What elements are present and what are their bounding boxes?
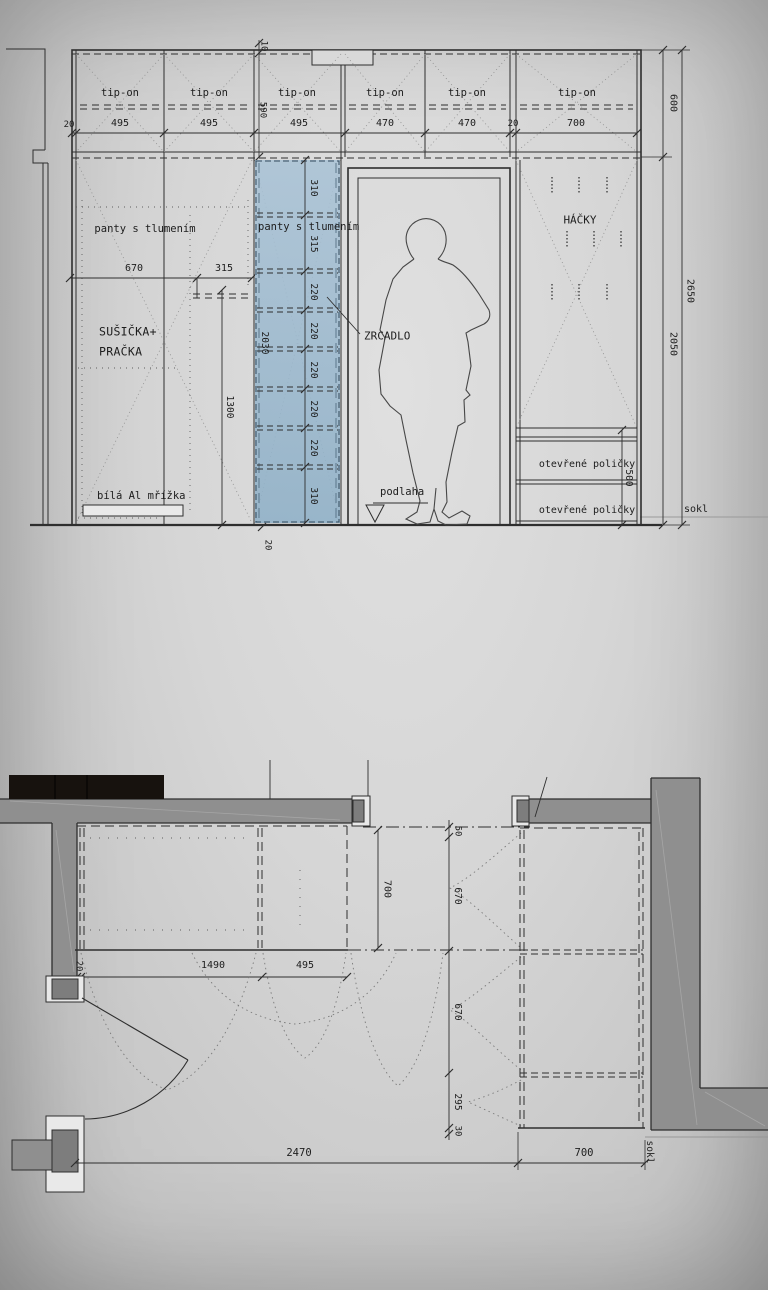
plan-dim-670-2: 670 <box>451 1003 463 1021</box>
dim-2030: 2030 <box>258 331 270 355</box>
plan-wall-right-arm <box>700 1088 768 1130</box>
plan-dim-30: 30 <box>452 1125 463 1137</box>
grille-label: bílá Al mřížka <box>97 489 186 502</box>
dim-495-2: 495 <box>199 118 219 130</box>
grille <box>83 505 183 516</box>
tip-on-label-6: tip-on <box>558 86 596 99</box>
dim-670: 670 <box>124 263 144 275</box>
dim-470-2: 470 <box>457 118 477 130</box>
tip-on-label-1: tip-on <box>101 86 139 99</box>
dim-20-bottom: 20 <box>262 539 273 551</box>
door-frame-outer <box>348 168 510 525</box>
tip-on-label-4: tip-on <box>366 86 404 99</box>
cabinet-frame <box>72 50 641 525</box>
tip-on-label-2: tip-on <box>190 86 228 99</box>
dim-495-3: 495 <box>289 118 309 130</box>
dim-10-gap: 10 <box>258 40 269 52</box>
seg-220-2: 220 <box>307 322 319 340</box>
seg-310-top: 310 <box>307 179 319 197</box>
hook-marks <box>552 177 621 300</box>
tip-on-label-5: tip-on <box>448 86 486 99</box>
seg-310-bottom: 310 <box>307 487 319 505</box>
plan-dim-700-left: 700 <box>381 879 393 899</box>
dim-700-top: 700 <box>566 118 586 130</box>
dim-1300: 1300 <box>223 395 235 419</box>
plan-dim-20: 20 <box>73 960 84 972</box>
plan-dim-700-bottom: 700 <box>574 1146 594 1159</box>
dim-495-1: 495 <box>110 118 130 130</box>
dim-500: 500 <box>622 469 634 487</box>
dim-315: 315 <box>214 263 234 275</box>
dim-20-mid: 20 <box>507 118 519 129</box>
plan-wall-top-right <box>529 799 651 823</box>
plan-dim-2470: 2470 <box>286 1146 312 1159</box>
shelf-label-1: otevřené poličky <box>538 459 636 471</box>
ceiling-notch <box>312 50 373 65</box>
plan-wall-right <box>651 778 700 1130</box>
hinge-label-left: panty s tlumením <box>94 222 196 235</box>
dim-2650: 2650 <box>684 278 696 304</box>
hooks-label: HÁČKY <box>563 213 597 227</box>
seg-220-4: 220 <box>307 400 319 418</box>
floor-label: podlaha <box>380 485 425 498</box>
dim-20-left: 20 <box>63 119 75 130</box>
mirror-label: ZRCADLO <box>364 329 411 343</box>
door-leaf <box>82 998 188 1119</box>
seg-220-1: 220 <box>307 283 319 301</box>
tip-on-label-3: tip-on <box>278 86 316 99</box>
plan-dim-495: 495 <box>295 960 315 972</box>
shelf-label-2: otevřené poličky <box>538 505 636 517</box>
dim-590: 590 <box>257 101 268 119</box>
plan-dim-295: 295 <box>451 1093 463 1111</box>
seg-315: 315 <box>307 235 319 253</box>
plan-dim-670-1: 670 <box>451 887 463 905</box>
seg-220-3: 220 <box>307 361 319 379</box>
sokl-label-plan: sokl <box>643 1140 655 1164</box>
dim-600: 600 <box>667 93 679 113</box>
hinge-label-mirror: panty s tlumením <box>258 220 360 233</box>
plan-dim-1490: 1490 <box>200 960 226 972</box>
left-wall <box>6 49 48 525</box>
plan-linework <box>0 760 768 1192</box>
appliance-label-1: SUŠIČKA+ <box>99 324 157 339</box>
sokl-label-elevation: sokl <box>684 504 709 516</box>
plan-wall-left <box>52 823 77 978</box>
appliance-label-2: PRAČKA <box>99 344 143 359</box>
elevation-linework <box>6 39 768 531</box>
dim-2050: 2050 <box>667 331 679 357</box>
plan-dim-50: 50 <box>452 825 463 837</box>
dim-470-1: 470 <box>375 118 395 130</box>
door-frame-inner <box>358 178 500 525</box>
figure-silhouette <box>379 219 490 525</box>
seg-220-5: 220 <box>307 439 319 457</box>
